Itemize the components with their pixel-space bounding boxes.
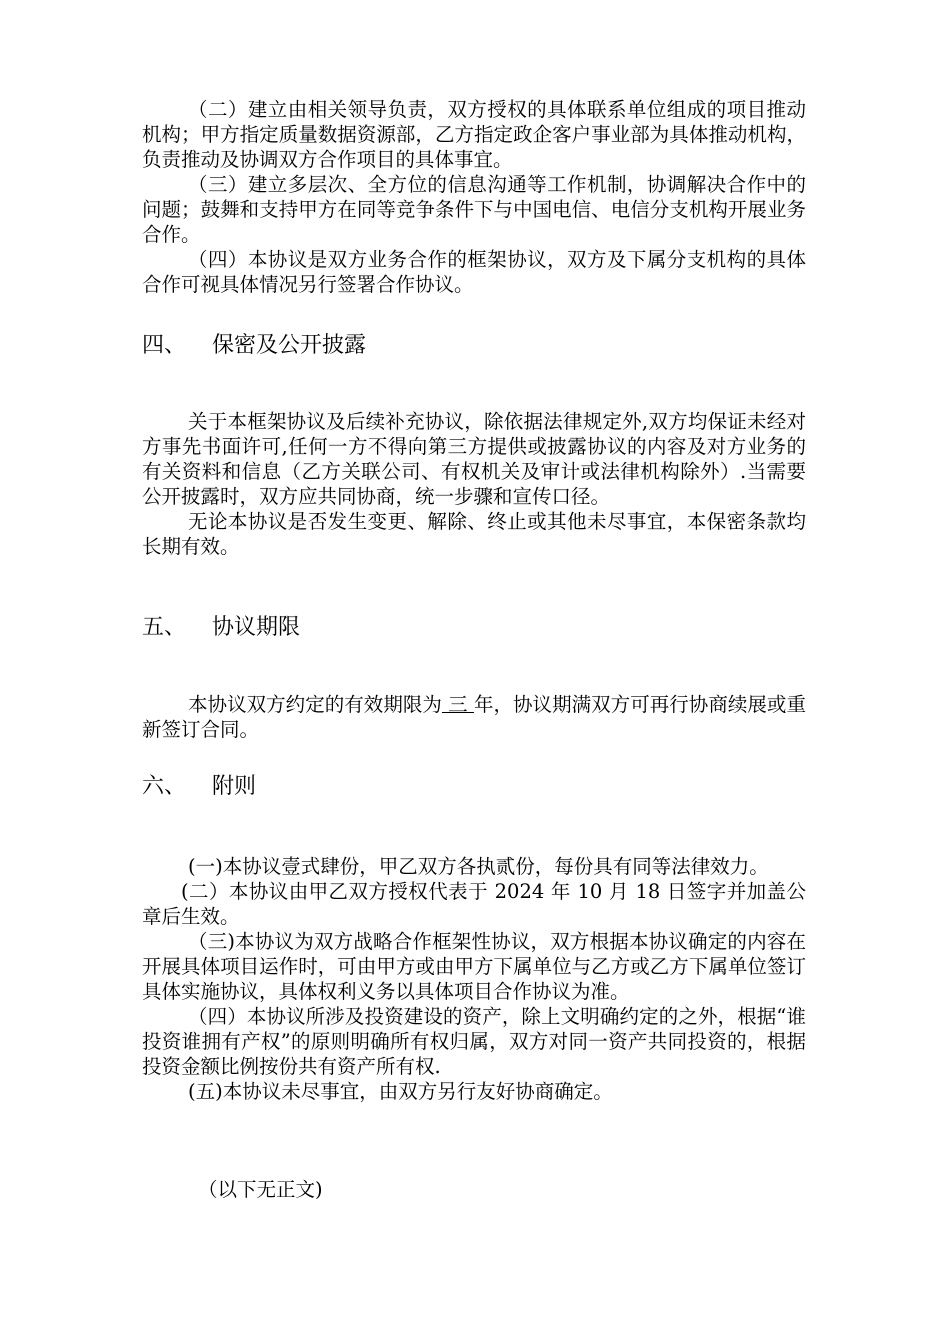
- term-text-before: 本协议双方约定的有效期限为: [188, 693, 442, 716]
- section5-number: 五、: [142, 615, 187, 640]
- term-years-blank: 三: [441, 693, 474, 716]
- paragraph-6-2: (二）本协议由甲乙双方授权代表于 2024 年 10 月 18 日签字并加盖公章后生效。: [142, 880, 806, 928]
- paragraph-5-1: [142, 692, 806, 742]
- section4-number: 四、: [142, 333, 187, 358]
- section6-number: 六、: [142, 774, 187, 799]
- paragraph-4-2: 无论本协议是否发生变更、解除、终止或其他未尽事宜，本保密条款均长期有效。: [142, 510, 806, 558]
- end-of-text-note: （以下无正文): [198, 1178, 323, 1201]
- section5-heading: [142, 614, 300, 642]
- term-text-after: 年，协议期满双方可再行协商续展或重新签订合同。: [142, 693, 806, 741]
- paragraph-6-5: (五)本协议未尽事宜，由双方另行友好协商确定。: [188, 1080, 613, 1103]
- paragraph-3-3: （三）建立多层次、全方位的信息沟通等工作机制，协调解决合作中的问题；鼓舞和支持甲方在同等竞争条件下与中国电信、电信分支机构开展业务合作。: [142, 173, 806, 246]
- section5-title: 协议期限: [212, 615, 301, 640]
- section6-heading: [142, 773, 256, 801]
- paragraph-3-4: （四）本协议是双方业务合作的框架协议，双方及下属分支机构的具体合作可视具体情况另行签署合作协议。: [142, 248, 806, 296]
- section6-body: [142, 854, 806, 1104]
- paragraph-3-2: （二）建立由相关领导负责，双方授权的具体联系单位组成的项目推动机构；甲方指定质量数据资源部，乙方指定政企客户事业部为具体推动机构，负责推动及协调双方合作项目的具体事宜。: [142, 98, 806, 171]
- section6-title: 附则: [212, 774, 257, 799]
- paragraph-4-1: 关于本框架协议及后续补充协议，除依据法律规定外,双方均保证未经对方事先书面许可,任何一方不得向第三方提供或披露协议的内容及对方业务的有关资料和信息（乙方关联公司、有权机关及审计或法律机构除外）.当需要公开披露时，双方应共同协商，统一步骤和宣传口径。: [142, 410, 806, 508]
- section4-body: [142, 409, 806, 559]
- paragraph-6-3: （三)本协议为双方战略合作框架性协议，双方根据本协议确定的内容在开展具体项目运作时，可由甲方或由甲方下属单位与乙方或乙方下属单位签订具体实施协议，具体权利义务以具体项目合作协议为准。: [142, 930, 806, 1003]
- paragraph-6-1: (一)本协议壹式肆份，甲乙双方各执贰份，每份具有同等法律效力。: [188, 855, 769, 878]
- section5-body: [142, 692, 806, 742]
- section4-heading: [142, 332, 366, 360]
- section3-tail: [142, 97, 806, 297]
- section4-title: 保密及公开披露: [212, 333, 367, 358]
- paragraph-6-4: （四）本协议所涉及投资建设的资产，除上文明确约定的之外，根据“谁投资谁拥有产权”的原则明确所有权归属，双方对同一资产共同投资的，根据投资金额比例按份共有资产所有权.: [142, 1005, 806, 1078]
